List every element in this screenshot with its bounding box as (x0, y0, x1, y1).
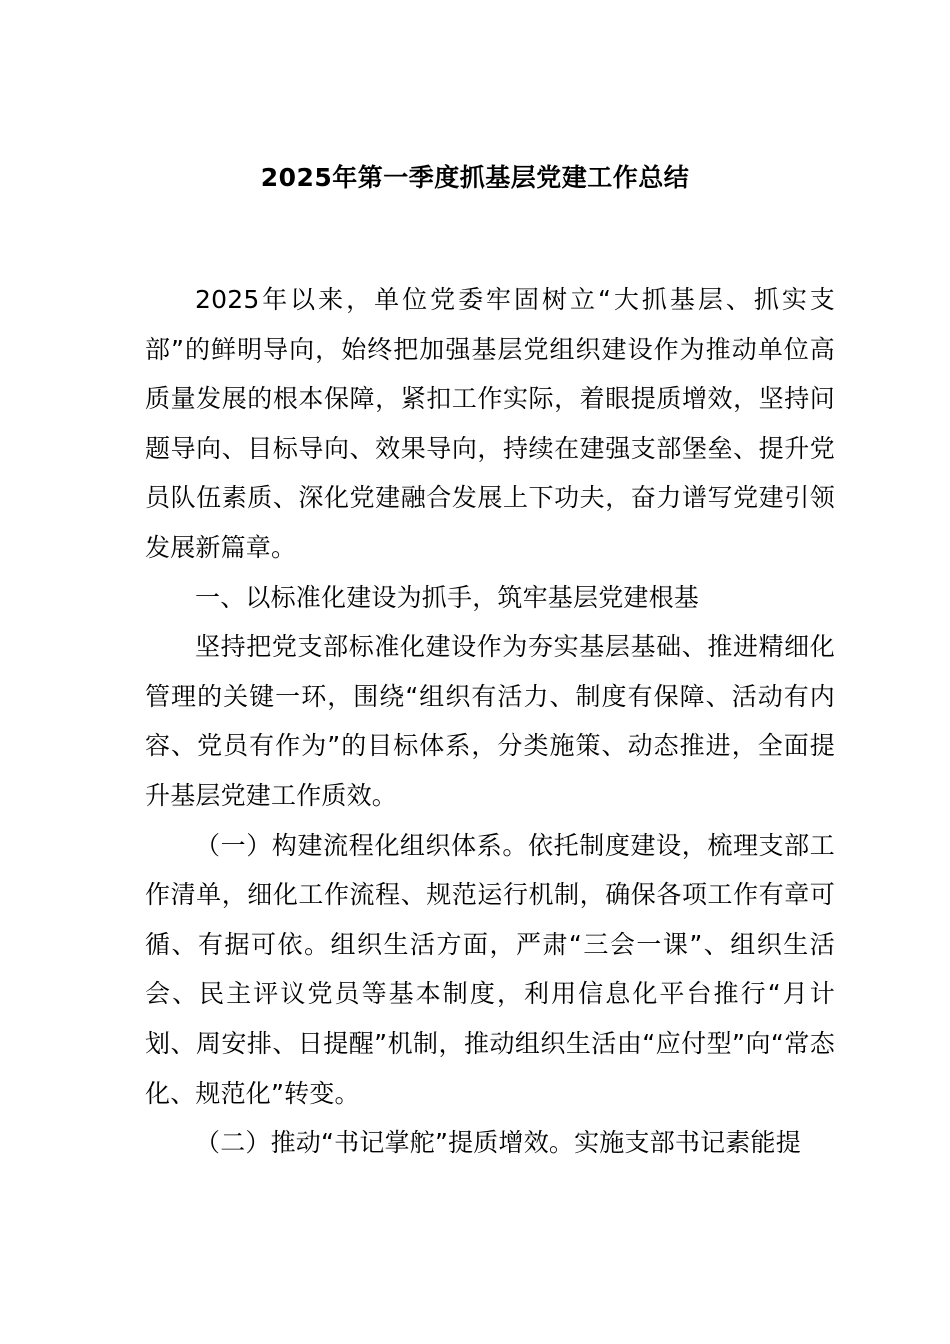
intro-paragraph: 2025年以来，单位党委牢固树立“大抓基层、抓实支部”的鲜明导向，始终把加强基层党组织建设作为推动单位高质量发展的根本保障，紧扣工作实际，着眼提质增效，坚持问题导向、目标导向、效果导向，持续在建强支部堡垒、提升党员队伍素质、深化党建融合发展上下功夫，奋力谱写党建引领发展新篇章。 (145, 285, 835, 562)
document-title: 2025年第一季度抓基层党建工作总结 (260, 163, 690, 192)
section-1-paragraph: 坚持把党支部标准化建设作为夯实基层基础、推进精细化管理的关键一环，围绕“组织有活力、制度有保障、活动有内容、党员有作为”的目标体系，分类施策、动态推进，全面提升基层党建工作质效。 (145, 632, 835, 810)
section-heading-1: 一、以标准化建设为抓手，筑牢基层党建根基 (195, 582, 700, 612)
document-body (145, 275, 835, 1168)
subsection-2-paragraph: （二）推动“书记掌舵”提质增效。实施支部书记素能提 (195, 1128, 801, 1158)
subsection-1-paragraph: （一）构建流程化组织体系。依托制度建设，梳理支部工作清单，细化工作流程、规范运行机制，确保各项工作有章可循、有据可依。组织生活方面，严肃“三会一课”、组织生活会、民主评议党员等基本制度，利用信息化平台推行“月计划、周安排、日提醒”机制，推动组织生活由“应付型”向“常态化、规范化”转变。 (145, 830, 835, 1108)
